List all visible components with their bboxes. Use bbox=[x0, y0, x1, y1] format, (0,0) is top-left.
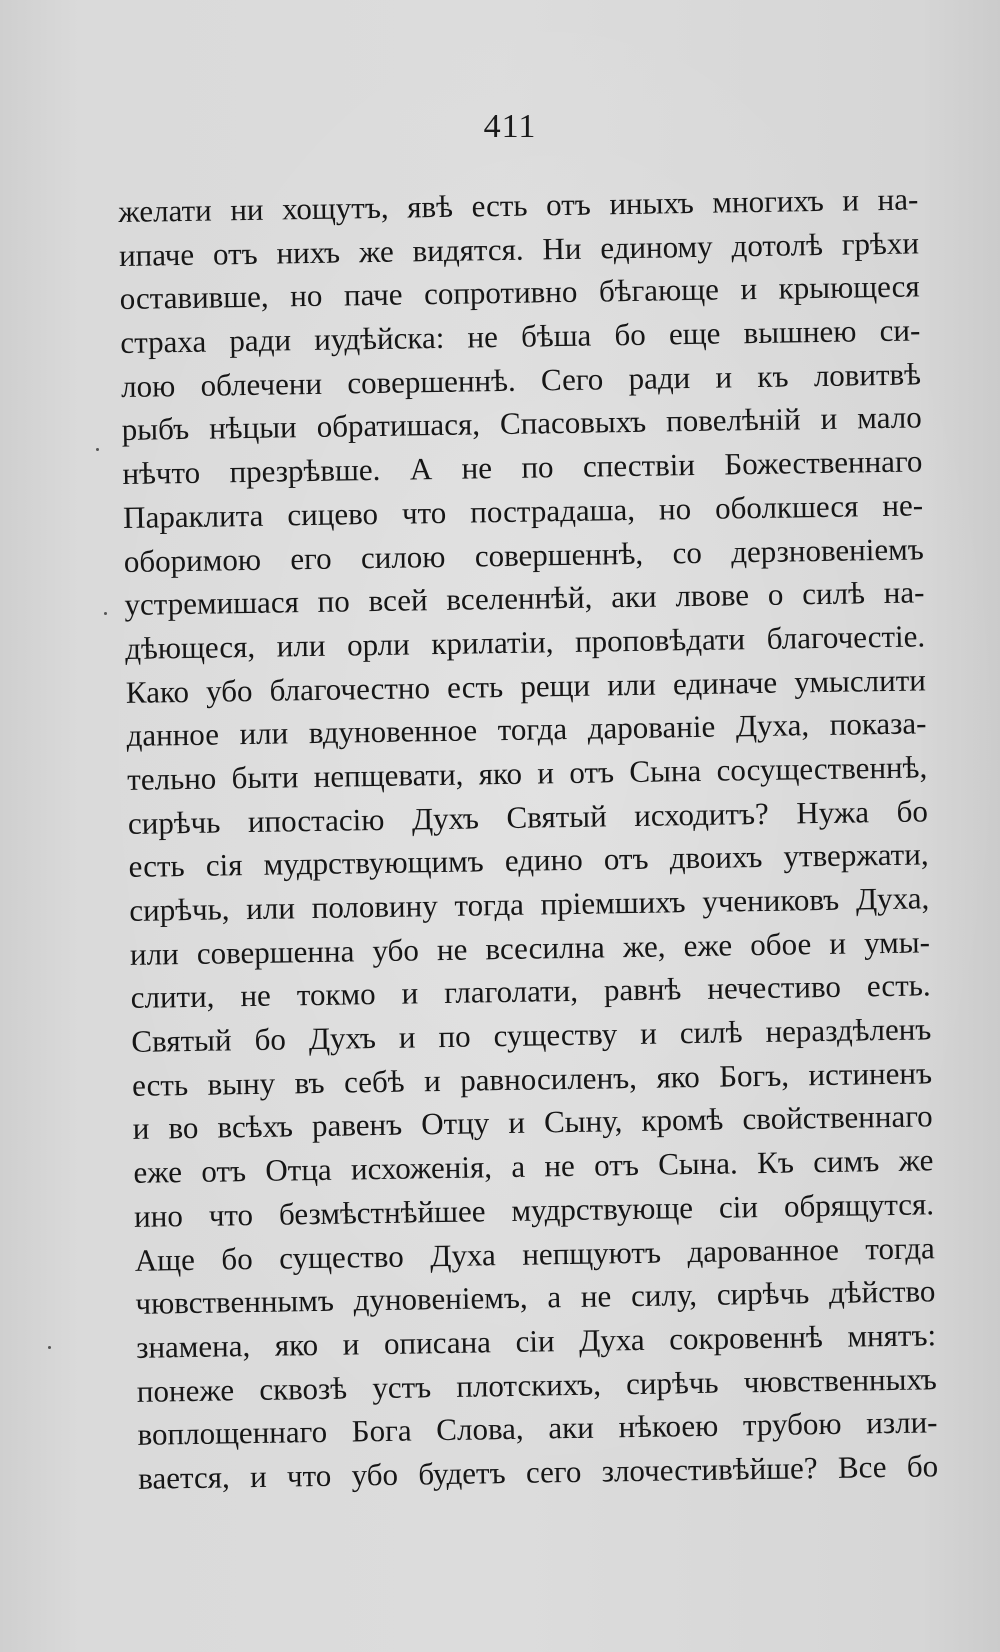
text-line: ипаче отъ нихъ же видятся. Ни единому дотолѣ грѣхи bbox=[118, 225, 920, 273]
text-line: и во всѣхъ равенъ Отцу и Сыну, кромѣ свойственнаго bbox=[132, 1098, 933, 1147]
text-line: дѣющеся, или орли крилатіи, проповѣдати благочестіе. bbox=[124, 618, 926, 666]
text-line: знамена, яко и описана сіи Духа сокровеннѣ мнятъ: bbox=[135, 1317, 937, 1365]
text-line: устремишася по всей вселеннѣй, аки лвове о силѣ на- bbox=[124, 574, 925, 623]
text-line: есть выну въ себѣ и равносиленъ, яко Богъ, истиненъ bbox=[131, 1055, 933, 1103]
text-line: Како убо благочестно есть рещи или единаче умыслити bbox=[125, 661, 927, 710]
text-line: Параклита сицево что пострадаша, но оболкшеся не- bbox=[122, 487, 924, 535]
text-line: или совершенна убо не всесилна же, еже обое и умы- bbox=[129, 924, 931, 972]
text-line: лою облечени совершеннѣ. Сего ради и къ ловитвѣ bbox=[120, 356, 922, 404]
text-line: желати ни хощутъ, явѣ есть отъ иныхъ многихъ и на- bbox=[118, 181, 919, 229]
page-number: 411 bbox=[483, 108, 537, 145]
text-line: рыбъ нѣцыи обратишася, Спасовыхъ повелѣній и мало bbox=[121, 399, 922, 448]
text-line: вается, и что убо будетъ сего злочестивѣйше? Все бо bbox=[137, 1448, 939, 1496]
text-line: чювственнымъ дуновеніемъ, а не силу, сирѣчь дѣйство bbox=[135, 1273, 936, 1322]
text-line: нѣчто презрѣвше. А не по спествіи Божественнаго bbox=[122, 443, 923, 492]
text-line: оставивше, но паче сопротивно бѣгающе и крыющеся bbox=[119, 268, 920, 317]
text-line: страха ради иудѣйска: не бѣша бо еще вышнею си- bbox=[120, 312, 921, 361]
text-line: слити, не токмо и глаголати, равнѣ нечестиво есть. bbox=[130, 967, 931, 1016]
text-line: оборимою его силою совершеннѣ, со дерзновеніемъ bbox=[123, 530, 925, 579]
paper-speck bbox=[96, 448, 99, 451]
paper-speck bbox=[48, 1346, 51, 1349]
paper-speck bbox=[104, 612, 107, 615]
text-line: тельно быти непщевати, яко и отъ Сына сосущественнѣ, bbox=[126, 749, 928, 797]
text-line: есть сія мудрствующимъ едино отъ двоихъ утвержати, bbox=[128, 836, 929, 885]
text-line: сирѣчь, или половину тогда пріемшихъ учениковъ Духа, bbox=[129, 880, 930, 928]
text-line: Аще бо существо Духа непщуютъ дарованное тогда bbox=[134, 1229, 935, 1278]
text-line: сирѣчь ипостасію Духъ Святый исходитъ? Нужа бо bbox=[127, 792, 929, 841]
text-line: еже отъ Отца исхоженія, а не отъ Сына. Къ симъ же bbox=[133, 1142, 934, 1191]
body-text bbox=[118, 177, 938, 1500]
text-line: данное или вдуновенное тогда дарованіе Духа, показа- bbox=[126, 705, 927, 754]
text-line: Святый бо Духъ и по существу и силѣ нераздѣленъ bbox=[131, 1011, 932, 1059]
text-line: понеже сквозѣ устъ плотскихъ, сирѣчь чювственныхъ bbox=[136, 1360, 938, 1409]
text-line: ино что безмѣстнѣйшее мудрствующе сіи обрящутся. bbox=[133, 1186, 935, 1234]
text-line: воплощеннаго Бога Слова, аки нѣкоею трубою изли- bbox=[137, 1404, 938, 1453]
